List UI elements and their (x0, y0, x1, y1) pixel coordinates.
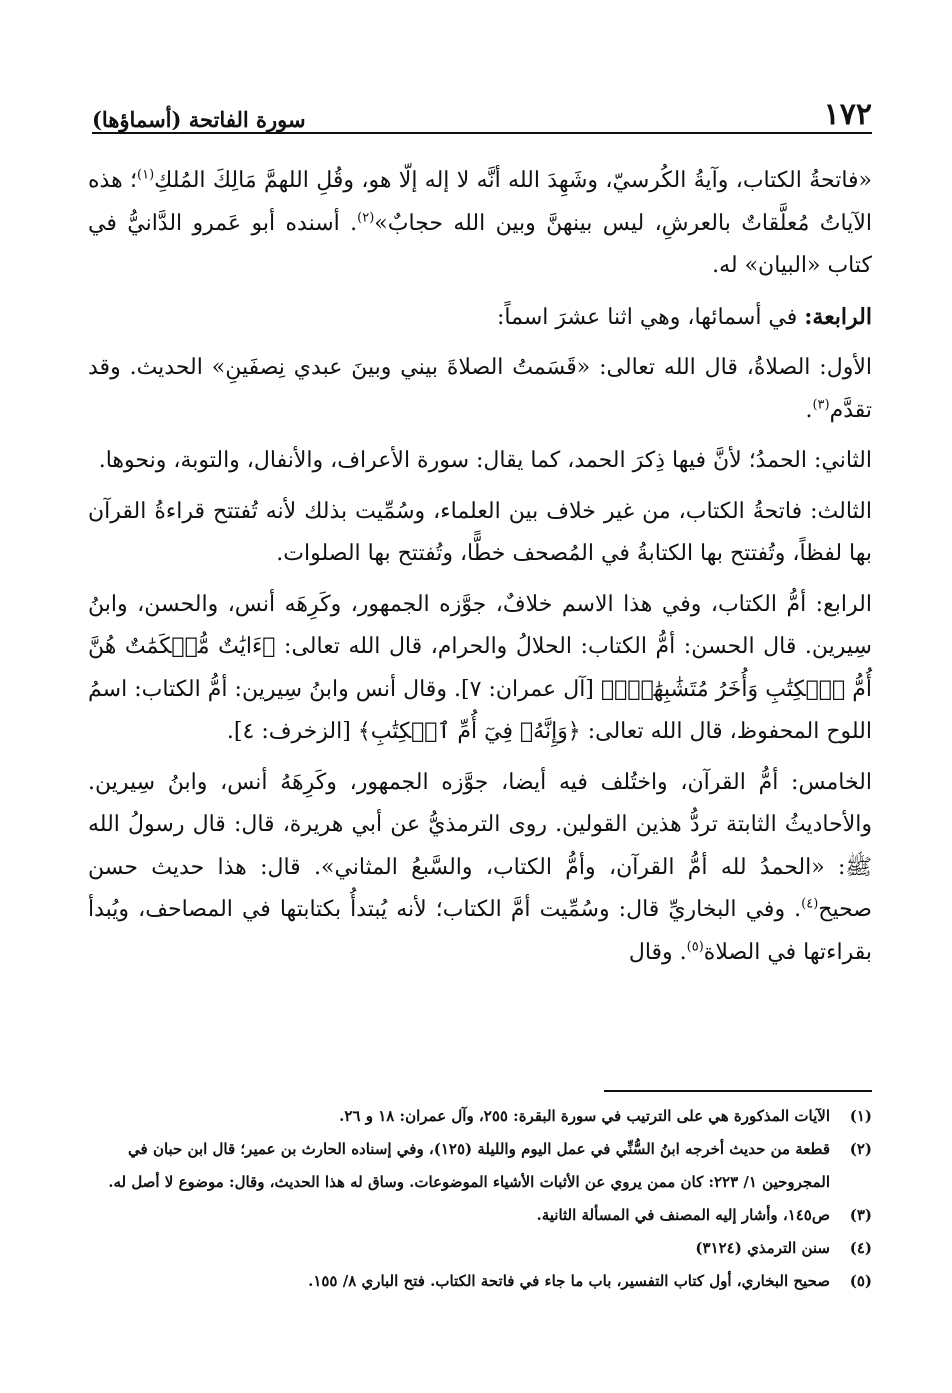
text-run: . (805, 397, 813, 423)
footnote-separator (604, 1090, 872, 1092)
paragraph (88, 440, 872, 483)
footnote (88, 1265, 872, 1298)
text-run: [الزخرف: ٤]. (226, 719, 358, 744)
footnote-marker: (٢) (357, 210, 375, 226)
text-run: ؛ هذه الآياتُ مُعلَّقاتٌ بالعرشِ، ليس بينهنَّ وبين الله حجابٌ» (88, 168, 872, 236)
text-run: الثاني: الحمدُ؛ لأنَّ فيها ذِكرَ الحمد، كما يقال: سورة الأعراف، والأنفال، والتوبة، ونحوها. (98, 448, 872, 473)
paragraph (88, 491, 872, 576)
quran-verse: ﴿وَإِنَّهُۥ فِيٓ أُمِّ ٱلۡكِتَٰبِ﴾ (357, 719, 581, 744)
quran-verse: ﴿ءَايَٰتٌ مُّحۡكَمَٰتٌ هُنَّ أُمُّ ٱلۡكِتَٰبِ وَأُخَرُ مُتَشَٰبِهَٰتٌۖ﴾ (88, 634, 873, 702)
text-run: الخامس: أمُّ القرآن، واختُلف فيه أيضا، جوَّزه الجمهور، وكَرِهَهُ أنس، وابنُ سِيرين. والأحاديثُ الثابتة تردُّ هذين القولين. روى الترمذيُّ عن أبي هريرة، قال: قال رسولُ الله ﷺ: «الحمدُ لله أمُّ القرآن، وأمُّ الكتاب، والسَّبعُ المثاني». قال: هذا حديث حسن صحيح (88, 769, 872, 922)
main-text (88, 160, 872, 982)
footnote-marker: (١) (137, 167, 155, 183)
text-run: [آل عمران: ٧]. وقال أنس وابنُ سِيرين: أمُّ الكتاب: اسمُ اللوح المحفوظ، قال الله تعالى: (88, 676, 872, 744)
footnote-number: (١) (849, 1107, 872, 1125)
text-run: الثالث: فاتحةُ الكتاب، من غير خلاف بين العلماء، وسُمِّيت بذلك لأنه تُفتتح قراءةُ القرآن بها لفظاً، وتُفتتح بها الكتابةُ في المُصحف خطًّا، وتُفتتح بها الصلوات. (88, 498, 872, 566)
footnote-text: ص١٤٥، وأشار إليه المصنف في المسألة الثانية. (536, 1206, 830, 1224)
text-run: . وفي البخاريِّ قال: وسُمِّيت أمَّ الكتاب؛ لأنه يُبتدأُ بكتابتها في المصاحف، ويُبدأ بقراءتها في الصلاة (88, 897, 872, 965)
text-run: الأول: الصلاةُ، قال الله تعالى: «قَسَمتُ الصلاةَ بيني وبينَ عبدي نِصفَينِ» الحديث. وقد تقدَّم (88, 355, 872, 423)
page-header (92, 86, 872, 130)
paragraph (88, 347, 872, 432)
footnote-marker: (٥) (686, 939, 704, 955)
running-title: سورة الفاتحة (أسماؤها) (92, 107, 306, 132)
footnote (88, 1133, 872, 1199)
footnote (88, 1232, 872, 1265)
text-run: . أسنده أبو عَمرو الدَّانيُّ في كتاب «البيان» له. (88, 210, 872, 278)
footnote-marker: (٣) (812, 397, 830, 413)
section-lead: الرابعة: (804, 303, 872, 330)
text-run: في أسمائها، وهي اثنا عشرَ اسماً: (497, 304, 805, 330)
text-run: الرابع: أمُّ الكتاب، وفي هذا الاسم خلافٌ، جوَّزه الجمهور، وكَرِهَه أنس، والحسن، وابنُ سِيرين. قال الحسن: أمُّ الكتاب: الحلالُ والحرام، قال الله تعالى: (88, 591, 872, 659)
footnote-marker: (٤) (801, 896, 819, 912)
footnote-text: الآيات المذكورة هي على الترتيب في سورة البقرة: ٢٥٥، وآل عمران: ١٨ و ٢٦. (339, 1107, 830, 1125)
footnote-number: (٢) (849, 1140, 872, 1158)
text-run: . وقال (628, 939, 687, 965)
paragraph (88, 762, 872, 975)
footnote-number: (٥) (849, 1272, 872, 1290)
footnote-text: سنن الترمذي (٣١٢٤) (695, 1239, 830, 1257)
header-rule (92, 132, 872, 134)
footnote (88, 1199, 872, 1232)
text-run: «فاتحةُ الكتاب، وآيةُ الكُرسيّ، وشَهِدَ الله أنَّه لا إله إلّا هو، وقُلِ اللهمَّ مَالِكَ المُلكِ (154, 168, 872, 193)
footnotes (88, 1100, 872, 1298)
footnote-number: (٤) (849, 1239, 872, 1257)
footnote-text: صحيح البخاري، أول كتاب التفسير، باب ما جاء في فاتحة الكتاب. فتح الباري ٨/ ١٥٥. (308, 1272, 830, 1290)
footnote-text: قطعة من حديث أخرجه ابنُ السُّنِّي في عمل اليوم والليلة (١٢٥)، وفي إسناده الحارث بن عمير؛ قال ابن حبان في المجروحين ١/ ٢٢٣: كان ممن يروي عن الأثبات الأشياء الموضوعات. وساق له هذا الحديث، وقال: موضوع لا أصل له. (108, 1140, 830, 1191)
paragraph (88, 160, 872, 288)
footnote-number: (٣) (849, 1206, 872, 1224)
paragraph (88, 296, 872, 340)
footnote (88, 1100, 872, 1133)
paragraph (88, 584, 872, 754)
page-number: ١٧٢ (823, 97, 872, 132)
